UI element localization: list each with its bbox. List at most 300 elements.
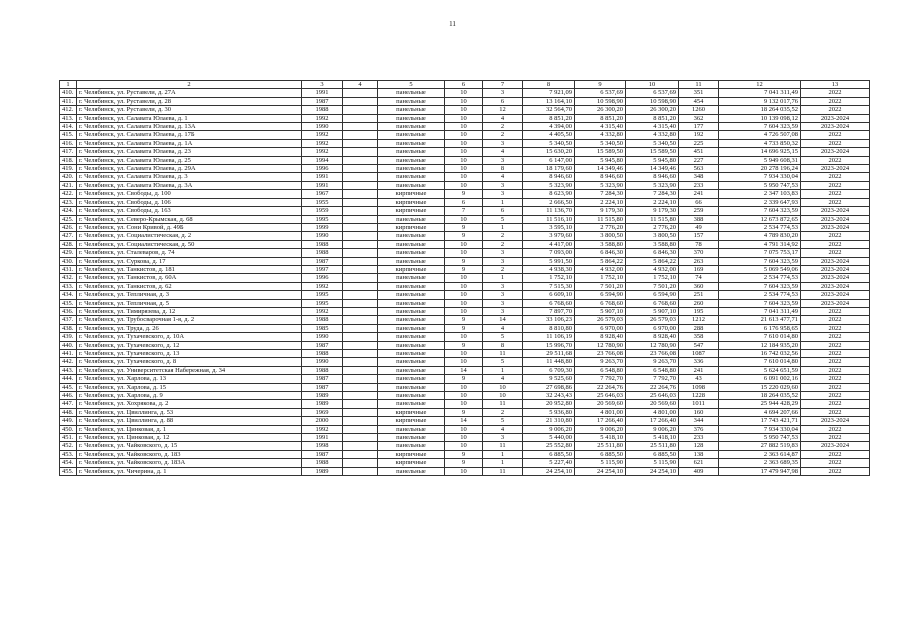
table-cell: 412. [60,106,77,114]
table-cell: 21 310,80 [523,417,575,425]
table-cell: 24 254,10 [575,467,626,475]
table-cell: панельные [378,156,445,164]
table-cell: 2 534 774,53 [719,291,801,299]
table-cell: 7 284,30 [575,190,626,198]
table-row [60,97,870,105]
table-row [60,299,870,307]
table-cell: 17 743 421,71 [719,417,801,425]
table-cell [343,442,378,450]
header-cell: 7 [483,81,523,89]
table-cell: 2022 [801,333,870,341]
table-cell: 1 [483,274,523,282]
table-cell [343,156,378,164]
table-cell: г. Челябинск, ул. Трубосварочная 1-я, д. 2 [77,316,302,324]
table-cell: панельные [378,324,445,332]
table-cell: г. Челябинск, ул. Суркова, д. 17 [77,257,302,265]
table-cell: г. Челябинск, ул. Салавата Юлаева, д. 1 [77,114,302,122]
table-cell: 3 [483,139,523,147]
table-cell: 10 [445,240,483,248]
table-row [60,434,870,442]
table-cell [343,240,378,248]
table-cell: 7 604 323,59 [719,282,801,290]
table-cell: 3 595,10 [523,223,575,231]
table-cell: 2 347 103,83 [719,190,801,198]
table-cell: 420. [60,173,77,181]
table-cell [343,114,378,122]
table-cell: кирпичные [378,450,445,458]
table-cell: 10 [445,181,483,189]
header-cell: 10 [626,81,679,89]
table-cell: 233 [679,434,719,442]
table-cell: 1995 [302,299,343,307]
table-cell: 1 [483,450,523,458]
table-cell: 1969 [302,408,343,416]
table-cell: 2 534 774,53 [719,274,801,282]
table-cell: 6 885,50 [575,450,626,458]
table-cell: панельные [378,97,445,105]
table-cell: 15 589,50 [626,148,679,156]
table-cell: 20 278 196,24 [719,165,801,173]
table-cell: панельные [378,282,445,290]
table-cell: 10 [445,291,483,299]
table-cell: 12 [483,106,523,114]
table-cell: 18 179,60 [523,165,575,173]
table-cell: 78 [679,240,719,248]
table-cell: 427. [60,232,77,240]
table-cell: 241 [679,190,719,198]
table-row [60,89,870,97]
table-cell: 17 479 947,98 [719,467,801,475]
table-cell: 2023-2024 [801,223,870,231]
table-cell: 442. [60,358,77,366]
table-cell: 446. [60,392,77,400]
table-cell: 7 610 014,80 [719,333,801,341]
table-cell [343,282,378,290]
table-cell: г. Челябинск, ул. Чайковского, д. 15 [77,442,302,450]
table-cell: 2023-2024 [801,299,870,307]
table-cell: 11 136,70 [523,207,575,215]
table-cell: 1990 [302,358,343,366]
table-cell: 18 264 035,52 [719,106,801,114]
table-cell: панельные [378,123,445,131]
table-cell: 20 952,80 [523,400,575,408]
table-cell: 415. [60,131,77,139]
table-row [60,114,870,122]
table-cell: 25 511,80 [626,442,679,450]
table-cell: 1990 [302,232,343,240]
table-cell: 227 [679,156,719,164]
table-cell: 9 [445,190,483,198]
table-cell [343,333,378,341]
table-cell: 1988 [302,350,343,358]
table-cell: 10 [445,282,483,290]
table-row [60,425,870,433]
table-cell: 1987 [302,383,343,391]
table-cell: 9 [445,459,483,467]
table-cell: 547 [679,341,719,349]
table-cell: 10 [445,299,483,307]
table-cell: 6 176 958,65 [719,324,801,332]
table-cell: 6 [483,207,523,215]
table-cell: 14 696 925,15 [719,148,801,156]
table-cell: 20 569,60 [626,400,679,408]
table-row [60,148,870,156]
table-cell: 49 [679,223,719,231]
table-cell: 24 254,10 [523,467,575,475]
table-cell [343,316,378,324]
table-cell: г. Челябинск, ул. Хохрякова, д. 2 [77,400,302,408]
table-cell: 251 [679,291,719,299]
table-cell: 388 [679,215,719,223]
table-cell: 344 [679,417,719,425]
table-cell: 3 [483,291,523,299]
table-cell: 5 907,10 [575,307,626,315]
table-cell: 4 726 507,08 [719,131,801,139]
table-cell: 15 589,50 [575,148,626,156]
table-cell: 3 [483,181,523,189]
table-cell: 4 932,00 [575,265,626,273]
table-cell: 2023-2024 [801,165,870,173]
table-cell: 6 885,50 [626,450,679,458]
table-cell: 6 548,80 [575,366,626,374]
table-cell: 1988 [302,366,343,374]
table-cell: 414. [60,123,77,131]
table-cell: 241 [679,366,719,374]
header-cell: 4 [343,81,378,89]
table-cell: 15 220 029,60 [719,383,801,391]
table-cell: г. Челябинск, ул. Сони Кривой, д. 49Б [77,223,302,231]
table-row [60,316,870,324]
table-cell: 4 [483,324,523,332]
table-cell: 5 [483,333,523,341]
table-cell: кирпичные [378,459,445,467]
table-cell: 441. [60,350,77,358]
table-cell [343,383,378,391]
table-row [60,240,870,248]
table-cell: 10 598,90 [575,97,626,105]
table-cell: 4 332,80 [575,131,626,139]
table-cell: 7 921,09 [523,89,575,97]
table-cell: панельные [378,89,445,97]
table-cell: панельные [378,434,445,442]
table-cell: 29 511,68 [523,350,575,358]
table-cell: 444. [60,375,77,383]
table-cell: г. Челябинск, ул. Салавата Юлаева, д. 3А [77,181,302,189]
table-cell: 2022 [801,400,870,408]
table-cell: 8 851,20 [523,114,575,122]
table-row [60,417,870,425]
table-cell: 9 006,20 [626,425,679,433]
table-cell: кирпичные [378,408,445,416]
table-cell: 25 944 428,29 [719,400,801,408]
table-cell: г. Челябинск, ул. Тухачевского, д. 12 [77,341,302,349]
header-cell: 3 [302,81,343,89]
table-cell: 421. [60,181,77,189]
table-cell [343,173,378,181]
table-cell: панельные [378,114,445,122]
table-row [60,358,870,366]
table-cell: 5 936,80 [523,408,575,416]
table-cell: 2023-2024 [801,291,870,299]
table-cell: 1 [483,366,523,374]
table-row [60,198,870,206]
table-cell: 13 164,10 [523,97,575,105]
table-cell: 4 [483,425,523,433]
header-cell: 1 [60,81,77,89]
table-cell: 10 [445,148,483,156]
table-cell: 428. [60,240,77,248]
table-cell: 6 709,30 [523,366,575,374]
table-cell: 426. [60,223,77,231]
table-cell: 450. [60,425,77,433]
table-cell: 336 [679,358,719,366]
table-cell: 5 950 747,53 [719,181,801,189]
table-cell: панельные [378,333,445,341]
table-cell: г. Челябинск, ул. Салавата Юлаева, д. 17Б [77,131,302,139]
table-row [60,190,870,198]
table-cell: 26 579,03 [575,316,626,324]
table-cell: 3 [483,249,523,257]
table-cell: 8 [483,341,523,349]
table-cell: 2022 [801,232,870,240]
header-cell: 2 [77,81,302,89]
table-cell [343,131,378,139]
table-cell: 1959 [302,207,343,215]
table-cell: 1990 [302,333,343,341]
table-cell [343,257,378,265]
table-cell: 7 897,70 [523,307,575,315]
table-cell: 4 [483,173,523,181]
table-cell: г. Челябинск, ул. Цинковая, д. 12 [77,434,302,442]
table-cell: 160 [679,408,719,416]
table-cell: 4 694 207,66 [719,408,801,416]
table-cell: г. Челябинск, ул. Тухачевского, д. 10А [77,333,302,341]
table-cell: 6 091 002,16 [719,375,801,383]
table-cell: панельные [378,274,445,282]
table-cell: 18 264 035,52 [719,392,801,400]
table-cell: г. Челябинск, ул. Руставели, д. 27А [77,89,302,97]
table-cell: 10 [445,97,483,105]
table-cell: 3 [483,89,523,97]
table-cell: 423. [60,198,77,206]
table-cell: 1098 [679,383,719,391]
table-cell: 9 [445,450,483,458]
table-cell: 4 [483,148,523,156]
table-cell: 2022 [801,240,870,248]
table-cell: 5 418,10 [575,434,626,442]
table-cell: 1988 [302,316,343,324]
table-cell: 7 093,00 [523,249,575,257]
table-cell: кирпичные [378,265,445,273]
table-cell: панельные [378,131,445,139]
table-cell: 2023-2024 [801,114,870,122]
table-cell: 4 801,00 [575,408,626,416]
table-cell: 417. [60,148,77,156]
table-cell: 1992 [302,282,343,290]
table-cell: 11 515,80 [626,215,679,223]
table-cell: 192 [679,131,719,139]
table-cell [343,459,378,467]
table-cell: панельные [378,106,445,114]
table-cell [343,400,378,408]
table-cell: 360 [679,282,719,290]
table-cell: 4 733 850,32 [719,139,801,147]
table-cell: 2022 [801,434,870,442]
table-cell: панельные [378,232,445,240]
table-cell: 1998 [302,442,343,450]
table-cell: 10 [445,156,483,164]
table-cell: 25 552,80 [523,442,575,450]
table-cell: г. Челябинск, ул. Тепличная, д. 3 [77,291,302,299]
table-cell: 8 928,40 [575,333,626,341]
table-cell: 431. [60,265,77,273]
table-cell: 1995 [302,291,343,299]
table-cell: 1989 [302,392,343,400]
table-cell: 2022 [801,425,870,433]
table-cell: 263 [679,257,719,265]
table-cell: 1994 [302,156,343,164]
table-cell: 1955 [302,198,343,206]
table-cell: 5 [483,417,523,425]
table-cell: панельные [378,307,445,315]
table-cell: г. Челябинск, ул. Северо-Крымская, д. 68 [77,215,302,223]
table-cell: 10 [445,165,483,173]
table-cell: 1987 [302,97,343,105]
table-cell: 5 864,22 [626,257,679,265]
table-cell: 74 [679,274,719,282]
table-cell: 10 [445,131,483,139]
table-cell: панельные [378,249,445,257]
table-cell: г. Челябинск, ул. Свободы, д. 163 [77,207,302,215]
table-cell: 348 [679,173,719,181]
table-cell: 2022 [801,249,870,257]
table-cell: г. Челябинск, ул. Чайковского, д. 183А [77,459,302,467]
table-row [60,106,870,114]
table-row [60,400,870,408]
table-cell: 3 800,50 [575,232,626,240]
table-cell: г. Челябинск, ул. Танкистов, д. 60А [77,274,302,282]
table-row [60,459,870,467]
table-cell: 7 934 330,04 [719,173,801,181]
table-cell: 10 [445,106,483,114]
table-cell: 454. [60,459,77,467]
table-cell: панельные [378,442,445,450]
table-cell: 6 970,00 [626,324,679,332]
table-cell: 2022 [801,198,870,206]
table-cell [343,123,378,131]
table-cell: 7 075 753,17 [719,249,801,257]
table-cell: 9 [445,324,483,332]
table-cell: кирпичные [378,417,445,425]
table-cell: 2 776,20 [575,223,626,231]
table-cell: 454 [679,97,719,105]
table-cell: 11 [483,400,523,408]
table-cell: г. Челябинск, ул. Салавата Юлаева, д. 3 [77,173,302,181]
table-cell: 4 789 830,20 [719,232,801,240]
table-cell: 9 132 017,76 [719,97,801,105]
table-cell: 2023-2024 [801,207,870,215]
table-cell: 1987 [302,257,343,265]
table-cell: 358 [679,333,719,341]
table-cell [343,165,378,173]
table-cell: 25 646,03 [626,392,679,400]
table-cell: 2 [483,131,523,139]
table-cell: 418. [60,156,77,164]
table-cell: 3 [483,190,523,198]
table-cell: 1996 [302,165,343,173]
table-cell: 4 315,40 [626,123,679,131]
table-cell: 128 [679,442,719,450]
table-cell: 27 882 519,83 [719,442,801,450]
table-cell: 413. [60,114,77,122]
table-cell: 2022 [801,383,870,391]
table-cell: 12 673 872,65 [719,215,801,223]
table-cell: 1988 [302,249,343,257]
table-cell: 12 184 935,20 [719,341,801,349]
table-row [60,408,870,416]
table-row [60,173,870,181]
table-cell: 2022 [801,324,870,332]
table-cell: 4 405,50 [523,131,575,139]
table-cell: 2022 [801,190,870,198]
table-cell: 10 [445,392,483,400]
table-cell: 3 588,80 [626,240,679,248]
table-cell [343,307,378,315]
table-cell: 1999 [302,223,343,231]
table-cell: 1 [483,459,523,467]
table-cell: 4 [483,114,523,122]
table-cell: кирпичные [378,207,445,215]
table-cell: 2022 [801,408,870,416]
table-cell: 6 594,90 [575,291,626,299]
table-row [60,207,870,215]
table-cell: г. Челябинск, ул. Чайковского, д. 183 [77,450,302,458]
table-cell: 2 776,20 [626,223,679,231]
table-cell: 2022 [801,173,870,181]
table-cell: 6 594,90 [626,291,679,299]
table-cell: 1987 [302,375,343,383]
table-cell: 2022 [801,307,870,315]
table-cell: 1989 [302,467,343,475]
table-cell: 1 [483,198,523,206]
table-row [60,392,870,400]
table-cell: панельные [378,350,445,358]
table-cell: 2022 [801,106,870,114]
table-cell: 5 949 608,31 [719,156,801,164]
table-cell: 25 511,80 [575,442,626,450]
header-cell: 6 [445,81,483,89]
table-cell: 10 [445,350,483,358]
table-cell: 2022 [801,366,870,374]
header-cell: 13 [801,81,870,89]
table-cell: 2023-2024 [801,265,870,273]
table-cell: 433. [60,282,77,290]
table-cell: 27 698,86 [523,383,575,391]
table-cell: 410. [60,89,77,97]
table-row [60,282,870,290]
table-cell: 9 179,30 [575,207,626,215]
table-cell: 3 [483,299,523,307]
table-cell: 451. [60,434,77,442]
table-cell: 10 [445,274,483,282]
table-cell: 2 [483,265,523,273]
table-cell: 4 932,00 [626,265,679,273]
table-cell: г. Челябинск, ул. Харлова, д. 13 [77,375,302,383]
table-cell: кирпичные [378,223,445,231]
table-cell: 6 768,60 [575,299,626,307]
table-cell: 10 [445,467,483,475]
table-cell: 10 [445,333,483,341]
